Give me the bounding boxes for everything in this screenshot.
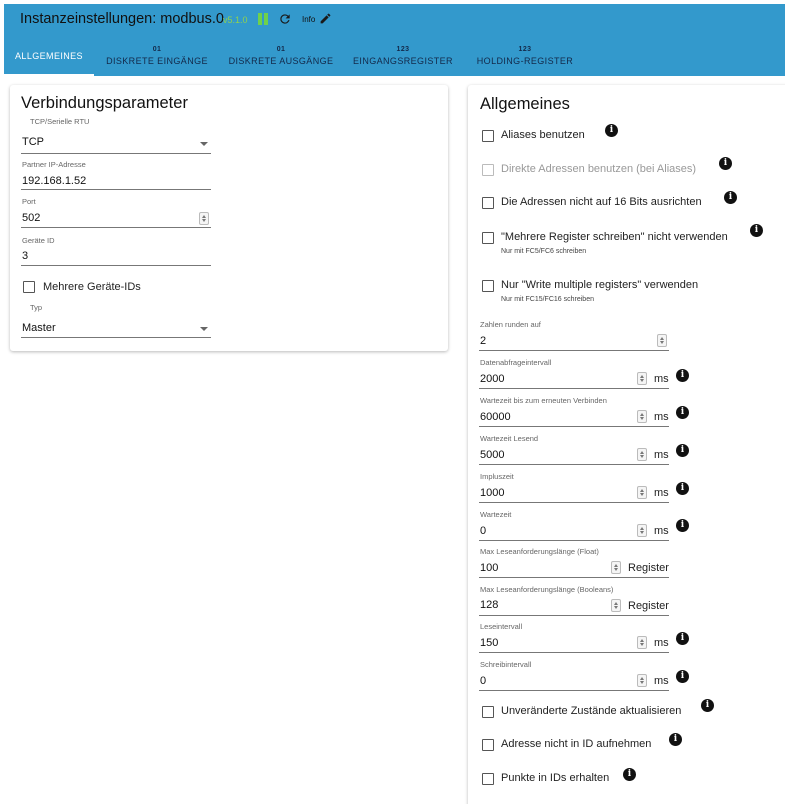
mode-underline [21, 337, 211, 338]
read-timeout-input[interactable]: 5000 [480, 449, 505, 461]
update-unchanged-label: Unveränderte Zustände aktualisieren [501, 705, 682, 717]
device-underline [21, 265, 211, 266]
round-label: Zahlen runden auf [480, 320, 541, 329]
reconnect-label: Wartezeit bis zum erneuten Verbinden [480, 396, 607, 405]
info-icon[interactable]: i [701, 699, 714, 712]
info-icon[interactable]: i [750, 224, 763, 237]
write-interval-underline [479, 690, 669, 691]
max-float-input[interactable]: 100 [480, 562, 499, 574]
max-float-underline [479, 577, 669, 578]
device-label: Geräte ID [22, 236, 55, 245]
info-icon[interactable]: i [676, 406, 689, 419]
max-bool-underline [479, 615, 669, 616]
poll-interval-label: Datenabfrageintervall [480, 358, 552, 367]
wait-time-stepper[interactable] [637, 524, 647, 537]
info-icon[interactable]: i [676, 632, 689, 645]
round-stepper[interactable] [657, 334, 667, 347]
type-label: TCP/Serielle RTU [30, 117, 90, 126]
poll-interval-underline [479, 388, 669, 389]
info-icon[interactable]: i [676, 444, 689, 457]
only-multi-write-label: Nur "Write multiple registers" verwenden [501, 279, 699, 291]
aliases-checkbox[interactable] [482, 130, 494, 142]
read-interval-input[interactable]: 150 [480, 637, 499, 649]
tab-badge: 01 [276, 46, 286, 53]
pencil-icon[interactable] [319, 12, 332, 25]
only-multi-write-checkbox[interactable] [482, 280, 494, 292]
tab-holding-register[interactable] [470, 34, 580, 76]
info-icon[interactable]: i [719, 157, 732, 170]
title-bar [4, 4, 785, 34]
address-underline [21, 189, 211, 190]
no-multi-write-label: "Mehrere Register schreiben" nicht verwenden [501, 231, 728, 243]
pause-icon[interactable] [257, 13, 269, 26]
direct-addresses-label: Direkte Adressen benutzen (bei Aliases) [501, 163, 697, 175]
pulse-time-unit: ms [654, 487, 669, 499]
tab-label: DISKRETE AUSGÄNGE [228, 56, 334, 66]
tab-diskrete-eingaenge[interactable] [98, 34, 216, 76]
round-underline [479, 350, 669, 351]
version-label: v5.1.0 [223, 15, 248, 25]
info-icon[interactable]: i [623, 768, 636, 781]
pulse-time-underline [479, 502, 669, 503]
multi-ids-label: Mehrere Geräte-IDs [43, 281, 141, 293]
type-underline [21, 153, 211, 154]
keep-dots-label: Punkte in IDs erhalten [501, 772, 610, 784]
info-icon[interactable]: i [676, 369, 689, 382]
max-bool-unit: Register [628, 600, 669, 612]
wait-time-label: Wartezeit [480, 510, 512, 519]
max-float-unit: Register [628, 562, 669, 574]
poll-interval-input[interactable]: 2000 [480, 373, 505, 385]
max-bool-label: Max Leseanforderungslänge (Booleans) [480, 585, 614, 594]
reconnect-unit: ms [654, 411, 669, 423]
type-select[interactable]: TCP [22, 136, 44, 148]
no-align-16bit-checkbox[interactable] [482, 197, 494, 209]
tab-eingangsregister[interactable] [347, 34, 459, 76]
tab-bar [4, 34, 785, 76]
general-card [468, 85, 785, 804]
port-stepper[interactable] [199, 212, 209, 225]
pulse-time-stepper[interactable] [637, 486, 647, 499]
update-unchanged-checkbox[interactable] [482, 706, 494, 718]
info-link[interactable]: Info [302, 15, 316, 24]
multi-ids-checkbox[interactable] [23, 281, 35, 293]
info-icon[interactable]: i [724, 191, 737, 204]
reconnect-underline [479, 426, 669, 427]
wait-time-underline [479, 540, 669, 541]
tab-badge: 123 [396, 46, 410, 53]
connection-card [10, 85, 448, 351]
no-align-16bit-label: Die Adressen nicht auf 16 Bits ausrichten [501, 196, 702, 208]
info-icon[interactable]: i [676, 519, 689, 532]
tab-badge: 123 [518, 46, 532, 53]
read-timeout-label: Wartezeit Lesend [480, 434, 539, 443]
pulse-time-input[interactable]: 1000 [480, 487, 505, 499]
max-bool-input[interactable]: 128 [480, 599, 499, 611]
poll-interval-unit: ms [654, 373, 669, 385]
address-label: Partner IP-Adresse [22, 160, 86, 169]
info-icon[interactable]: i [605, 124, 618, 137]
address-input[interactable]: 192.168.1.52 [22, 175, 87, 187]
chevron-down-icon[interactable] [200, 142, 208, 146]
tab-label: HOLDING-REGISTER [476, 56, 574, 66]
no-address-in-id-checkbox[interactable] [482, 739, 494, 751]
reload-icon[interactable] [278, 12, 292, 26]
info-icon[interactable]: i [676, 670, 689, 683]
chevron-down-icon[interactable] [200, 327, 208, 331]
round-input[interactable]: 2 [480, 335, 487, 347]
read-timeout-underline [479, 464, 669, 465]
read-timeout-unit: ms [654, 449, 669, 461]
write-interval-input[interactable]: 0 [480, 675, 487, 687]
port-label: Port [22, 197, 36, 206]
read-interval-label: Leseintervall [480, 622, 523, 631]
poll-interval-stepper[interactable] [637, 372, 647, 385]
port-input[interactable]: 502 [22, 212, 41, 224]
port-underline [21, 227, 211, 228]
tab-label: ALLGEMEINES [15, 51, 83, 61]
keep-dots-checkbox[interactable] [482, 773, 494, 785]
connection-title: Verbindungsparameter [21, 94, 188, 112]
no-address-in-id-label: Adresse nicht in ID aufnehmen [501, 738, 652, 750]
aliases-label: Aliases benutzen [501, 129, 585, 141]
mode-label: Typ [30, 303, 43, 312]
direct-addresses-checkbox[interactable] [482, 164, 494, 176]
pulse-time-label: Impluszeit [480, 472, 514, 481]
max-bool-stepper[interactable] [611, 599, 621, 612]
max-float-stepper[interactable] [611, 561, 621, 574]
read-interval-stepper[interactable] [637, 636, 647, 649]
mode-select[interactable]: Master [22, 322, 56, 334]
write-interval-unit: ms [654, 675, 669, 687]
no-multi-write-checkbox[interactable] [482, 232, 494, 244]
reconnect-stepper[interactable] [637, 410, 647, 423]
tab-diskrete-ausgaenge[interactable] [222, 34, 340, 76]
tab-badge: 01 [152, 46, 162, 53]
general-title: Allgemeines [480, 95, 570, 113]
read-interval-underline [479, 652, 669, 653]
page-title: Instanzeinstellungen: modbus.0 [20, 11, 224, 27]
max-float-label: Max Leseanforderungslänge (Float) [480, 547, 599, 556]
info-icon[interactable]: i [669, 733, 682, 746]
write-interval-stepper[interactable] [637, 674, 647, 687]
read-timeout-stepper[interactable] [637, 448, 647, 461]
reconnect-input[interactable]: 60000 [480, 411, 511, 423]
wait-time-unit: ms [654, 525, 669, 537]
write-interval-label: Schreibintervall [480, 660, 532, 669]
tab-allgemeines[interactable] [4, 34, 94, 76]
wait-time-input[interactable]: 0 [480, 525, 487, 537]
tab-label: DISKRETE EINGÄNGE [106, 56, 208, 66]
no-multi-write-hint: Nur mit FC5/FC6 schreiben [501, 248, 587, 255]
only-multi-write-hint: Nur mit FC15/FC16 schreiben [501, 296, 594, 303]
read-interval-unit: ms [654, 637, 669, 649]
tab-label: EINGANGSREGISTER [353, 56, 453, 66]
info-icon[interactable]: i [676, 482, 689, 495]
device-input[interactable]: 3 [22, 250, 29, 262]
